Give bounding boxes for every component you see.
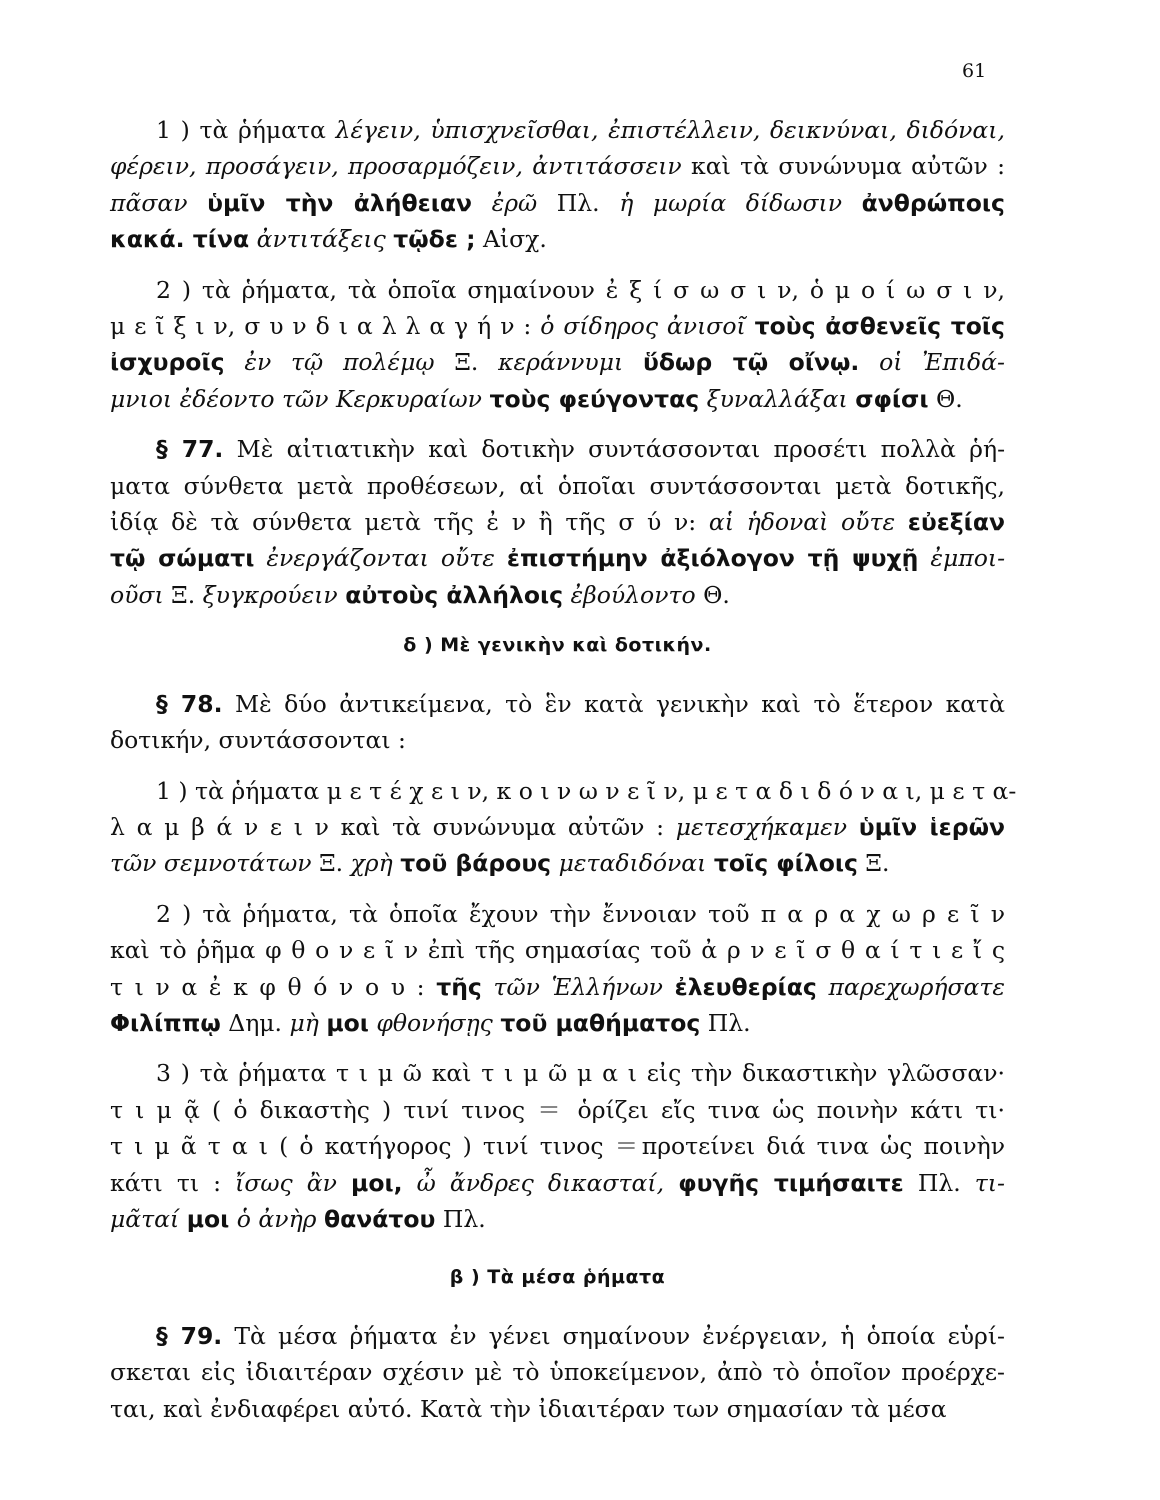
text-line: λ α μ β ά ν ε ι ν καὶ τὰ συνώνυμα αὐτῶν : μετεσχήκαμεν ὑμῖν ἱερῶν	[110, 812, 1005, 841]
page-number: 61	[962, 60, 987, 82]
text-line: 2 ) τὰ ῥήματα, τὰ ὁποῖα σημαίνουν ἐ ξ ί σ ω σ ι ν, ὁ μ ο ί ω σ ι ν,	[156, 275, 1005, 304]
text-line: πᾶσαν ὑμῖν τὴν ἀλήθειαν ἐρῶ Πλ. ἡ μωρία δίδωσιν ἀνθρώποις	[110, 188, 1005, 217]
page-body	[110, 112, 1017, 1427]
text-line: τῷ σώματι ἐνεργάζονται οὔτε ἐπιστήμην ἀξιόλογον τῇ ψυχῇ ἐμποι-	[110, 544, 1006, 573]
text-line: μᾶταί μοι ὁ ἀνὴρ θανάτου Πλ.	[110, 1204, 486, 1233]
text-line: ται, καὶ ἐνδιαφέρει αὐτό. Κατὰ τὴν ἰδιαιτέραν των σημασίαν τὰ μέσα	[110, 1394, 947, 1423]
text-line: 2 ) τὰ ῥήματα, τὰ ὁποῖα ἔχουν τὴν ἔννοιαν τοῦ π α ρ α χ ω ρ ε ῖ ν	[156, 899, 1005, 928]
paragraph	[110, 896, 1005, 1042]
text-line: οῦσι Ξ. ξυγκρούειν αὐτοὺς ἀλλήλοις ἐβούλοντο Θ.	[110, 580, 730, 609]
text-line: 1 ) τὰ ῥήματα μ ε τ έ χ ε ι ν, κ ο ι ν ω ν ε ῖ ν, μ ε τ α δ ι δ ό ν α ι, μ ε τ α-	[156, 776, 1017, 805]
text-line: κάτι τι : ἴσως ἂν μοι, ὦ ἄνδρες δικασταί, φυγῆς τιμήσαιτε Πλ. τι-	[110, 1168, 1005, 1197]
text-line: ἰδίᾳ δὲ τὰ σύνθετα μετὰ τῆς ἐ ν ἢ τῆς σ ύ ν: αἱ ἡδοναὶ οὔτε εὐεξίαν	[110, 508, 1005, 537]
paragraph	[110, 686, 1005, 759]
text-line: § 78. Μὲ δύο ἀντικείμενα, τὸ ἓν κατὰ γενικὴν καὶ τὸ ἕτερον κατὰ	[156, 689, 1006, 718]
text-line: § 79. Τὰ μέσα ῥήματα ἐν γένει σημαίνουν ἐνέργειαν, ἡ ὁποία εὑρί-	[156, 1321, 1006, 1350]
text-line: § 77. Μὲ αἰτιατικὴν καὶ δοτικὴν συντάσσονται προσέτι πολλὰ ῥή-	[156, 435, 1006, 464]
para-group-3	[110, 1318, 1005, 1427]
text-line: μ ε ῖ ξ ι ν, σ υ ν δ ι α λ λ α γ ή ν : ὁ σίδηρος ἀνισοῖ τοὺς ἀσθενεῖς τοῖς	[110, 312, 1005, 341]
section-heading-beta: β ) Τὰ μέσα ῥήματα	[449, 1266, 666, 1289]
text-line: 1 ) τὰ ῥήματα λέγειν, ὑπισχνεῖσθαι, ἐπιστέλλειν, δεικνύναι, διδόναι,	[156, 116, 1005, 144]
para-group-1	[110, 112, 1005, 613]
text-line: Φιλίππῳ Δημ. μὴ μοι φθονήσῃς τοῦ μαθήματος Πλ.	[110, 1008, 751, 1037]
section-heading-delta: δ ) Μὲ γενικὴν καὶ δοτικήν.	[403, 634, 712, 657]
text-line: ματα σύνθετα μετὰ προθέσεων, αἱ ὁποῖαι συντάσσονται μετὰ δοτικῆς,	[110, 471, 1005, 500]
text-line: τ ι ν α ἐ κ φ θ ό ν ο υ : τῆς τῶν Ἑλλήνων ἐλευθερίας παρεχωρήσατε	[110, 972, 1005, 1001]
paragraph	[110, 431, 1005, 613]
paragraph	[110, 1055, 1005, 1237]
text-line: φέρειν, προσάγειν, προσαρμόζειν, ἀντιτάσσειν καὶ τὰ συνώνυμα αὐτῶν :	[110, 152, 1005, 181]
text-line: δοτικήν, συντάσσονται :	[110, 726, 406, 755]
text-line: σκεται εἰς ἰδιαιτέραν σχέσιν μὲ τὸ ὑποκείμενον, ἀπὸ τὸ ὁποῖον προέρχε-	[110, 1358, 1005, 1387]
paragraph	[110, 112, 1005, 258]
text-line: τ ι μ ᾷ ( ὁ δικαστὴς ) τινί τινος ＝ ὁρίζει εἴς τινα ὡς ποινὴν κάτι τι·	[110, 1095, 1005, 1124]
paragraph	[110, 773, 1017, 882]
text-line: 3 ) τὰ ῥήματα τ ι μ ῶ καὶ τ ι μ ῶ μ α ι εἰς τὴν δικαστικὴν γλῶσσαν·	[156, 1059, 1005, 1088]
text-line: κακά. τίνα ἀντιτάξεις τῷδε ; Αἰσχ.	[110, 225, 547, 254]
paragraph	[110, 1318, 1005, 1427]
text-line: τῶν σεμνοτάτων Ξ. χρὴ τοῦ βάρους μεταδιδόναι τοῖς φίλοις Ξ.	[110, 849, 890, 878]
para-group-2	[110, 686, 1017, 1238]
text-line: μνιοι ἐδέοντο τῶν Κερκυραίων τοὺς φεύγοντας ξυναλλάξαι σφίσι Θ.	[110, 384, 963, 413]
paragraph	[110, 272, 1005, 418]
text-line: καὶ τὸ ῥῆμα φ θ ο ν ε ῖ ν ἐπὶ τῆς σημασίας τοῦ ἀ ρ ν ε ῖ σ θ α ί τ ι ε ἴ ς	[110, 936, 1005, 965]
text-line: τ ι μ ᾶ τ α ι ( ὁ κατήγορος ) τινί τινος ＝προτείνει διά τινα ὡς ποινὴν	[110, 1132, 1005, 1161]
text-line: ἰσχυροῖς ἐν τῷ πολέμῳ Ξ. κεράννυμι ὕδωρ τῷ οἴνῳ. οἱ Ἐπιδά-	[110, 348, 1005, 377]
